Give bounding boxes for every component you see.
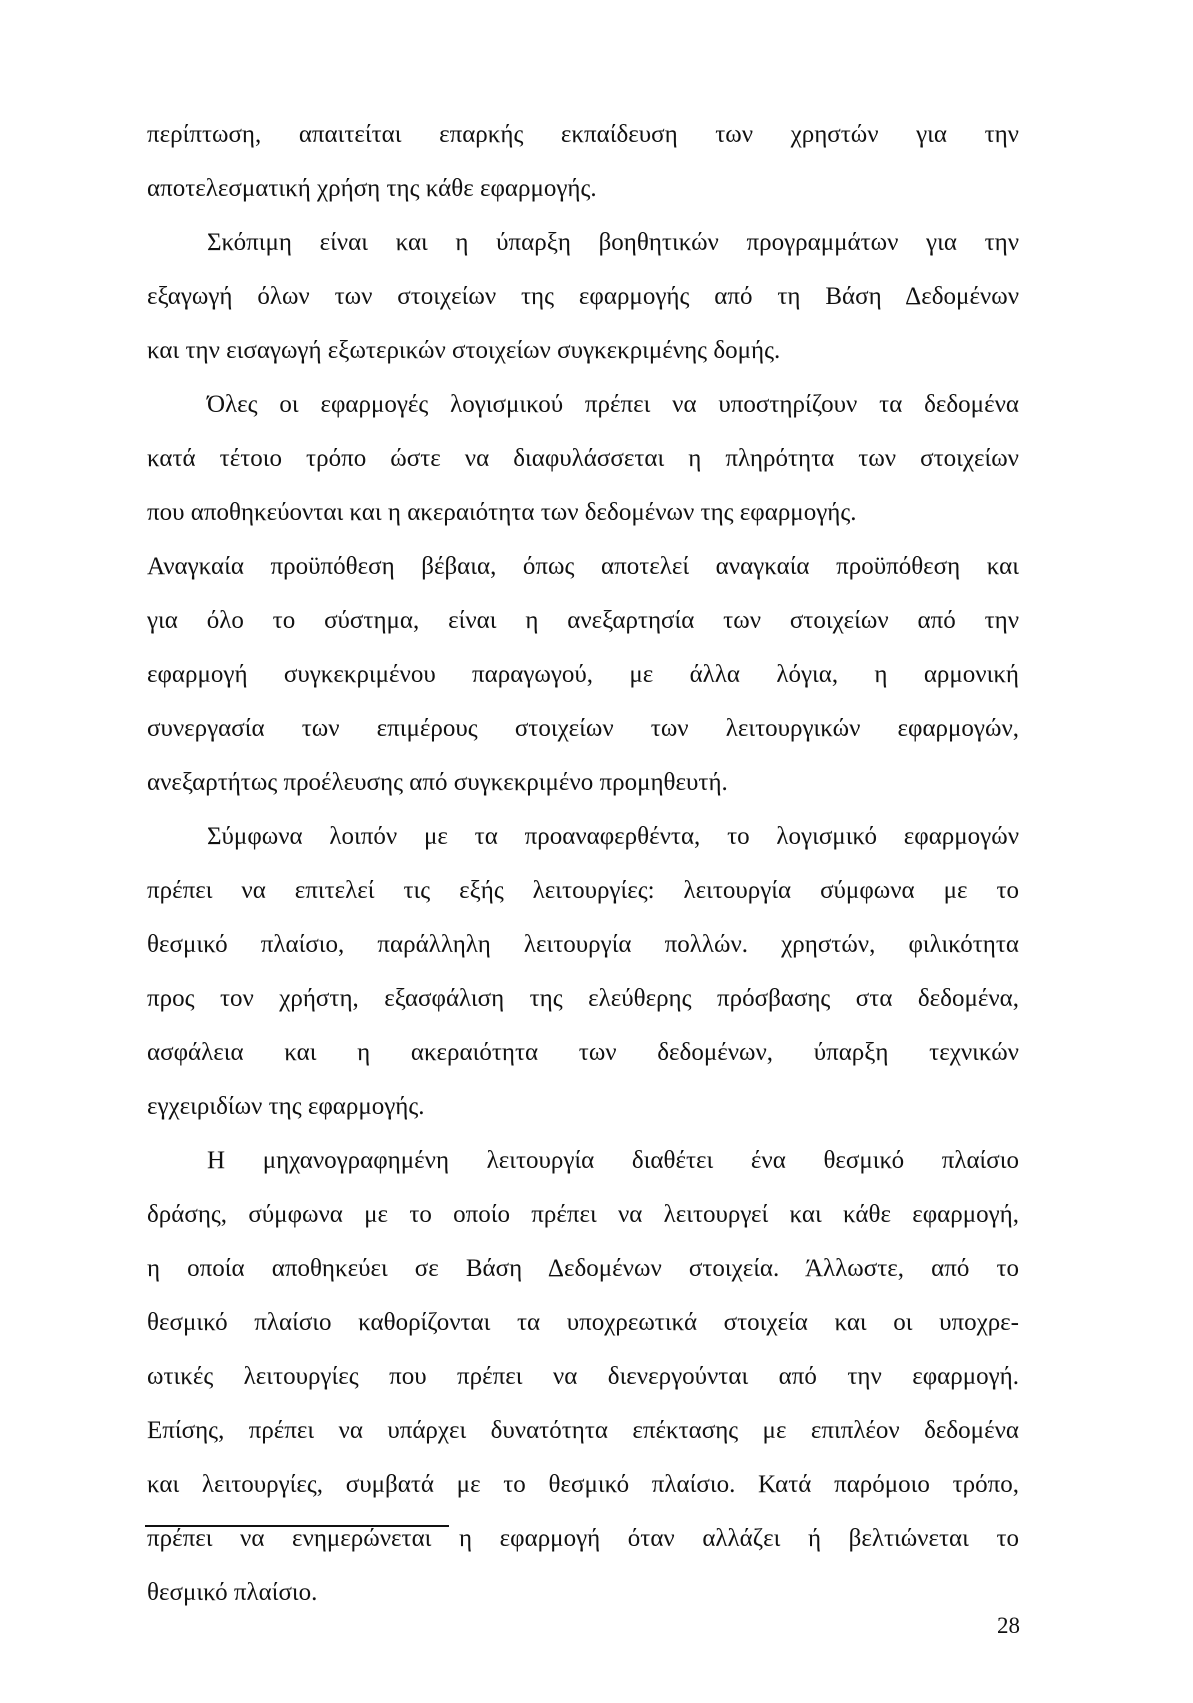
text-line: ανεξαρτήτως προέλευσης από συγκεκριμένο προμηθευτή. xyxy=(147,769,728,796)
text-line: θεσμικό πλαίσιο καθορίζονται τα υποχρεωτικά στοιχεία και οι υποχρε- xyxy=(147,1309,1019,1336)
text-line: εγχειριδίων της εφαρμογής. xyxy=(147,1093,425,1120)
text-line: Όλες οι εφαρμογές λογισμικού πρέπει να υποστηρίζουν τα δεδομένα xyxy=(207,391,1019,418)
text-line: ωτικές λειτουργίες που πρέπει να διενεργούνται από την εφαρμογή. xyxy=(147,1363,1019,1390)
page-number: 28 xyxy=(997,1613,1020,1638)
text-line: Επίσης, πρέπει να υπάρχει δυνατότητα επέκτασης με επιπλέον δεδομένα xyxy=(147,1417,1019,1444)
text-line: θεσμικό πλαίσιο. xyxy=(147,1579,318,1606)
text-line: πρέπει να επιτελεί τις εξής λειτουργίες: λειτουργία σύμφωνα με το xyxy=(147,877,1019,904)
text-line: Σύμφωνα λοιπόν με τα προαναφερθέντα, το λογισμικό εφαρμογών xyxy=(207,823,1019,850)
text-line: θεσμικό πλαίσιο, παράλληλη λειτουργία πολλών. χρηστών, φιλικότητα xyxy=(147,931,1019,958)
text-line: προς τον χρήστη, εξασφάλιση της ελεύθερης πρόσβασης στα δεδομένα, xyxy=(147,985,1019,1012)
text-line: που αποθηκεύονται και η ακεραιότητα των δεδομένων της εφαρμογής. xyxy=(147,499,857,526)
text-line: εφαρμογή συγκεκριμένου παραγωγού, με άλλα λόγια, η αρμονική xyxy=(147,661,1019,688)
text-line: περίπτωση, απαιτείται επαρκής εκπαίδευση των χρηστών για την xyxy=(147,121,1019,148)
footnote-separator xyxy=(145,1525,449,1527)
text-line: κατά τέτοιο τρόπο ώστε να διαφυλάσσεται η πληρότητα των στοιχείων xyxy=(147,445,1019,472)
text-line: για όλο το σύστημα, είναι η ανεξαρτησία των στοιχείων από την xyxy=(147,607,1019,634)
text-line: δράσης, σύμφωνα με το οποίο πρέπει να λειτουργεί και κάθε εφαρμογή, xyxy=(147,1201,1019,1228)
text-line: εξαγωγή όλων των στοιχείων της εφαρμογής από τη Βάση Δεδομένων xyxy=(147,283,1019,310)
body-text xyxy=(147,108,1019,1620)
text-line: ασφάλεια και η ακεραιότητα των δεδομένων, ύπαρξη τεχνικών xyxy=(147,1039,1019,1066)
text-line: πρέπει να ενημερώνεται η εφαρμογή όταν αλλάζει ή βελτιώνεται το xyxy=(147,1525,1019,1552)
text-line: η οποία αποθηκεύει σε Βάση Δεδομένων στοιχεία. Άλλωστε, από το xyxy=(147,1255,1019,1282)
text-line: και την εισαγωγή εξωτερικών στοιχείων συγκεκριμένης δομής. xyxy=(147,337,781,364)
text-line: αποτελεσματική χρήση της κάθε εφαρμογής. xyxy=(147,175,597,202)
text-line: Η μηχανογραφημένη λειτουργία διαθέτει ένα θεσμικό πλαίσιο xyxy=(207,1147,1019,1174)
text-line: Σκόπιμη είναι και η ύπαρξη βοηθητικών προγραμμάτων για την xyxy=(207,229,1019,256)
text-line: συνεργασία των επιμέρους στοιχείων των λειτουργικών εφαρμογών, xyxy=(147,715,1019,742)
text-line: Αναγκαία προϋπόθεση βέβαια, όπως αποτελεί αναγκαία προϋπόθεση και xyxy=(147,553,1019,580)
text-line: και λειτουργίες, συμβατά με το θεσμικό πλαίσιο. Κατά παρόμοιο τρόπο, xyxy=(147,1471,1019,1498)
